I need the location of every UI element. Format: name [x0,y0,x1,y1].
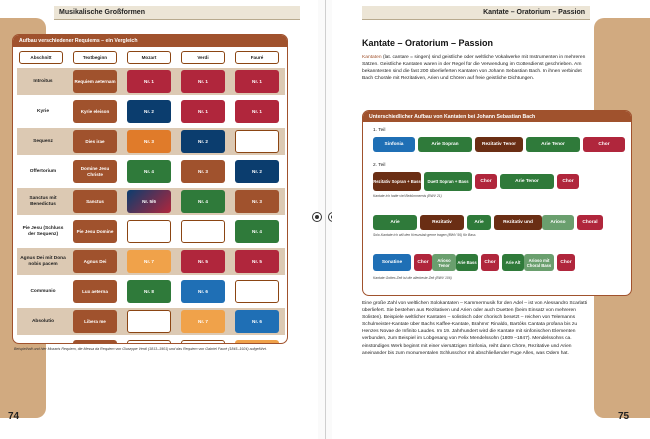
faure-cell: Nr. 1 [235,70,279,93]
row-label [19,339,67,344]
row-label: Pie Jesu (Schluss der Sequenz) [22,225,64,237]
table-row [17,128,285,155]
faure-cell: Nr. 6 [235,310,279,333]
table-row [17,278,285,305]
textbeginn-cell: Libera me [73,310,117,333]
verdi-cell: Nr. 2 [181,130,225,153]
mozart-cell: Nr. 8 [127,280,171,303]
page-title: Kantate – Oratorium – Passion [362,38,494,48]
textbeginn-cell: Requiem aeternam [73,70,117,93]
verdi-cell: Nr. 4 [181,190,225,213]
row-label: Communio [30,288,56,294]
movement-block: Arie [373,215,417,230]
movement-block: Duett Sopran + Bass [424,172,472,191]
col-head-textbeginn: Textbeginn [73,51,117,64]
verdi-cell-empty [181,340,225,344]
faure-cell: Nr. 5 [235,250,279,273]
verdi-cell: Nr. 5 [181,250,225,273]
verdi-cell: Nr. 7 [181,310,225,333]
movement-block: Chor [414,254,432,271]
movement-block: Chor [557,254,575,271]
row-label: Absolutio [31,318,55,324]
term-highlight: Kantaten [362,55,382,60]
table-row [17,98,285,125]
part1-label: 1. Teil [373,128,386,133]
movement-block: Chor [583,137,625,152]
verdi-cell: Nr. 1 [181,100,225,123]
verdi-cell-empty [181,220,225,243]
caption-bwv106: Kantate Gottes Zeit ist die allerbeste Zeit (BWV 106) [373,276,452,280]
movement-block: Arie Tenor [526,137,580,152]
left-page [0,0,318,439]
movement-block: Rezitativ Sopran + Bass [373,172,421,191]
caption-bwv21: Kantate ich hatte viel Bekümmernis (BWV 21) [373,194,442,198]
mozart-cell-empty [127,220,171,243]
table-row [17,338,285,344]
textbeginn-cell: Domine Jesu Christe [73,160,117,183]
col-head-verdi: Verdi [181,51,225,64]
movement-block: Rezitativ Tenor [475,137,523,152]
row-label: Agnus Dei mit Dona nobis pacem [20,255,66,267]
table-row [17,158,285,185]
movement-block: Arioso Tenor [432,254,456,271]
verdi-cell: Nr. 3 [181,160,225,183]
textbeginn-cell: Kyrie eleison [73,100,117,123]
movement-block: Sinfonia [373,137,415,152]
faure-cell: Nr. 2 [235,160,279,183]
gutter-line [325,0,326,439]
part2-label: 2. Teil [373,163,386,168]
caption-bwv56: Solo-Kantate ich will den Kreuzstab gerne tragen (BWV 56) für Bass [373,233,476,237]
intro-paragraph [362,54,590,82]
movement-block: Arie Sopran [418,137,472,152]
mozart-cell: Nr. 5/6 [127,190,171,213]
registration-mark-icon [312,212,322,222]
col-head-faure: Fauré [235,51,279,64]
page-number-left: 74 [8,411,20,422]
movement-block: Arie Tenor [500,174,554,189]
movement-block: Arie Alt [502,254,524,271]
movement-block: Arie [467,215,491,230]
requiem-column-headers [17,51,285,66]
verdi-cell: Nr. 6 [181,280,225,303]
row-label: Sanctus mit Benedictus [29,195,57,207]
movement-block: Arioso mit Choral Bass [524,254,554,271]
textbeginn-cell: Dies irae [73,130,117,153]
mozart-cell-empty [127,340,171,344]
table-row [17,248,285,275]
row-label: Kyrie [37,108,49,114]
kantaten-box-title: Unterschiedlicher Aufbau von Kantaten bei Johann Sebastian Bach [363,111,631,122]
faure-cell: Nr. 3 [235,190,279,213]
right-page [332,0,650,439]
row-label: Offertorium [29,168,57,174]
col-head-mozart: Mozart [127,51,171,64]
requiem-comparison-table [12,34,288,344]
textbeginn-cell: Lux aeterna [73,280,117,303]
mozart-cell: Nr. 1 [127,70,171,93]
table-row [17,188,285,215]
right-running-header: Kantate – Oratorium – Passion [362,6,590,20]
faure-cell [235,340,279,344]
movement-block: Sonatine [373,254,411,271]
table-row [17,218,285,245]
verdi-cell: Nr. 1 [181,70,225,93]
faure-cell-empty [235,280,279,303]
mozart-cell-empty [127,310,171,333]
textbeginn-cell: Agnus Dei [73,250,117,273]
movement-block: Chor [475,174,497,189]
movement-block: Choral [577,215,603,230]
row-label: Introitus [33,78,53,84]
table-row [17,308,285,335]
table-row [17,68,285,95]
mozart-cell: Nr. 2 [127,100,171,123]
page-number-right: 75 [618,411,630,422]
mozart-cell: Nr. 4 [127,160,171,183]
faure-cell: Nr. 4 [235,220,279,243]
mozart-cell: Nr. 7 [127,250,171,273]
row-label: Sequenz [33,138,53,144]
col-head-abschnitt: Abschnitt [19,51,63,64]
movement-block: Chor [557,174,579,189]
movement-block: Arioso [542,215,574,230]
faure-cell-empty [235,130,279,153]
faure-cell: Nr. 1 [235,100,279,123]
kantaten-structure-box [362,110,632,296]
requiem-table-caption: Beispielhaft und hier Mozarts Requiem, die Messa da Requiem von Giuseppe Verdi (1813–1901) und das Requiem von Gabriel Fauré (1845–1924) aufgeführt. [14,347,267,351]
mozart-cell: Nr. 3 [127,130,171,153]
textbeginn-cell [73,340,117,344]
textbeginn-cell: Pie Jesu Domine [73,220,117,243]
textbeginn-cell: Sanctus [73,190,117,213]
movement-block: Arie Bass [456,254,478,271]
requiem-table-title: Aufbau verschiedener Requiems – ein Vergleich [13,35,287,47]
movement-block: Rezitativ [420,215,464,230]
movement-block: Rezitativ und [494,215,542,230]
intro-text: (lat. cantare = singen) sind geistliche oder weltliche Vokalwerke mit Instrumenten in mehreren Sätzen. Geistliche Kantaten waren in der Regel für die Verwendung im Gottesdienst geschrieben. Am bekanntesten sind die fast 200 überlieferten Kantaten von Johann Sebastian Bach. In ihnen verbindet Bach Choräle mit Rezitativen, Arien und Chören auf freie geistliche Dichtungen. [362,55,586,82]
left-running-header: Musikalische Großformen [54,6,300,20]
body-paragraph: Eine große Zahl von weltlichen Solokantaten – Kammermusik für den Adel – ist von Alessandro Scarlatti überliefert. Sie bestehen aus Rezitativen und Arien oder auch Duetten (beim Einsatz von mehreren Solisten). Beispiele weltlicher Kantaten – solistisch oder chorisch besetzt – reichen von Telemanns Schulmeister-Kantate über Bachs Kaffee-Kantate, Brahms' Rinaldo, Bartóks Cantata profana bis zu Henzes Novae de Infinito Laudes. Im 19. Jahrhundert wird die Kantate mit sinfonischen Elementen verbunden, zum Beispiel im Lobgesang von Felix Mendelssohn (1809 –1847). Mendelssohns ca. einstündiges Werk beginnt mit einer viersätzigen Sinfonia, reiht dann Chöre, Rezitative und Arien aneinander bis zum monumentalen Schlusschor mit abschließender Fuge Alles, was Odem hat. [362,301,588,356]
movement-block: Chor [481,254,499,271]
